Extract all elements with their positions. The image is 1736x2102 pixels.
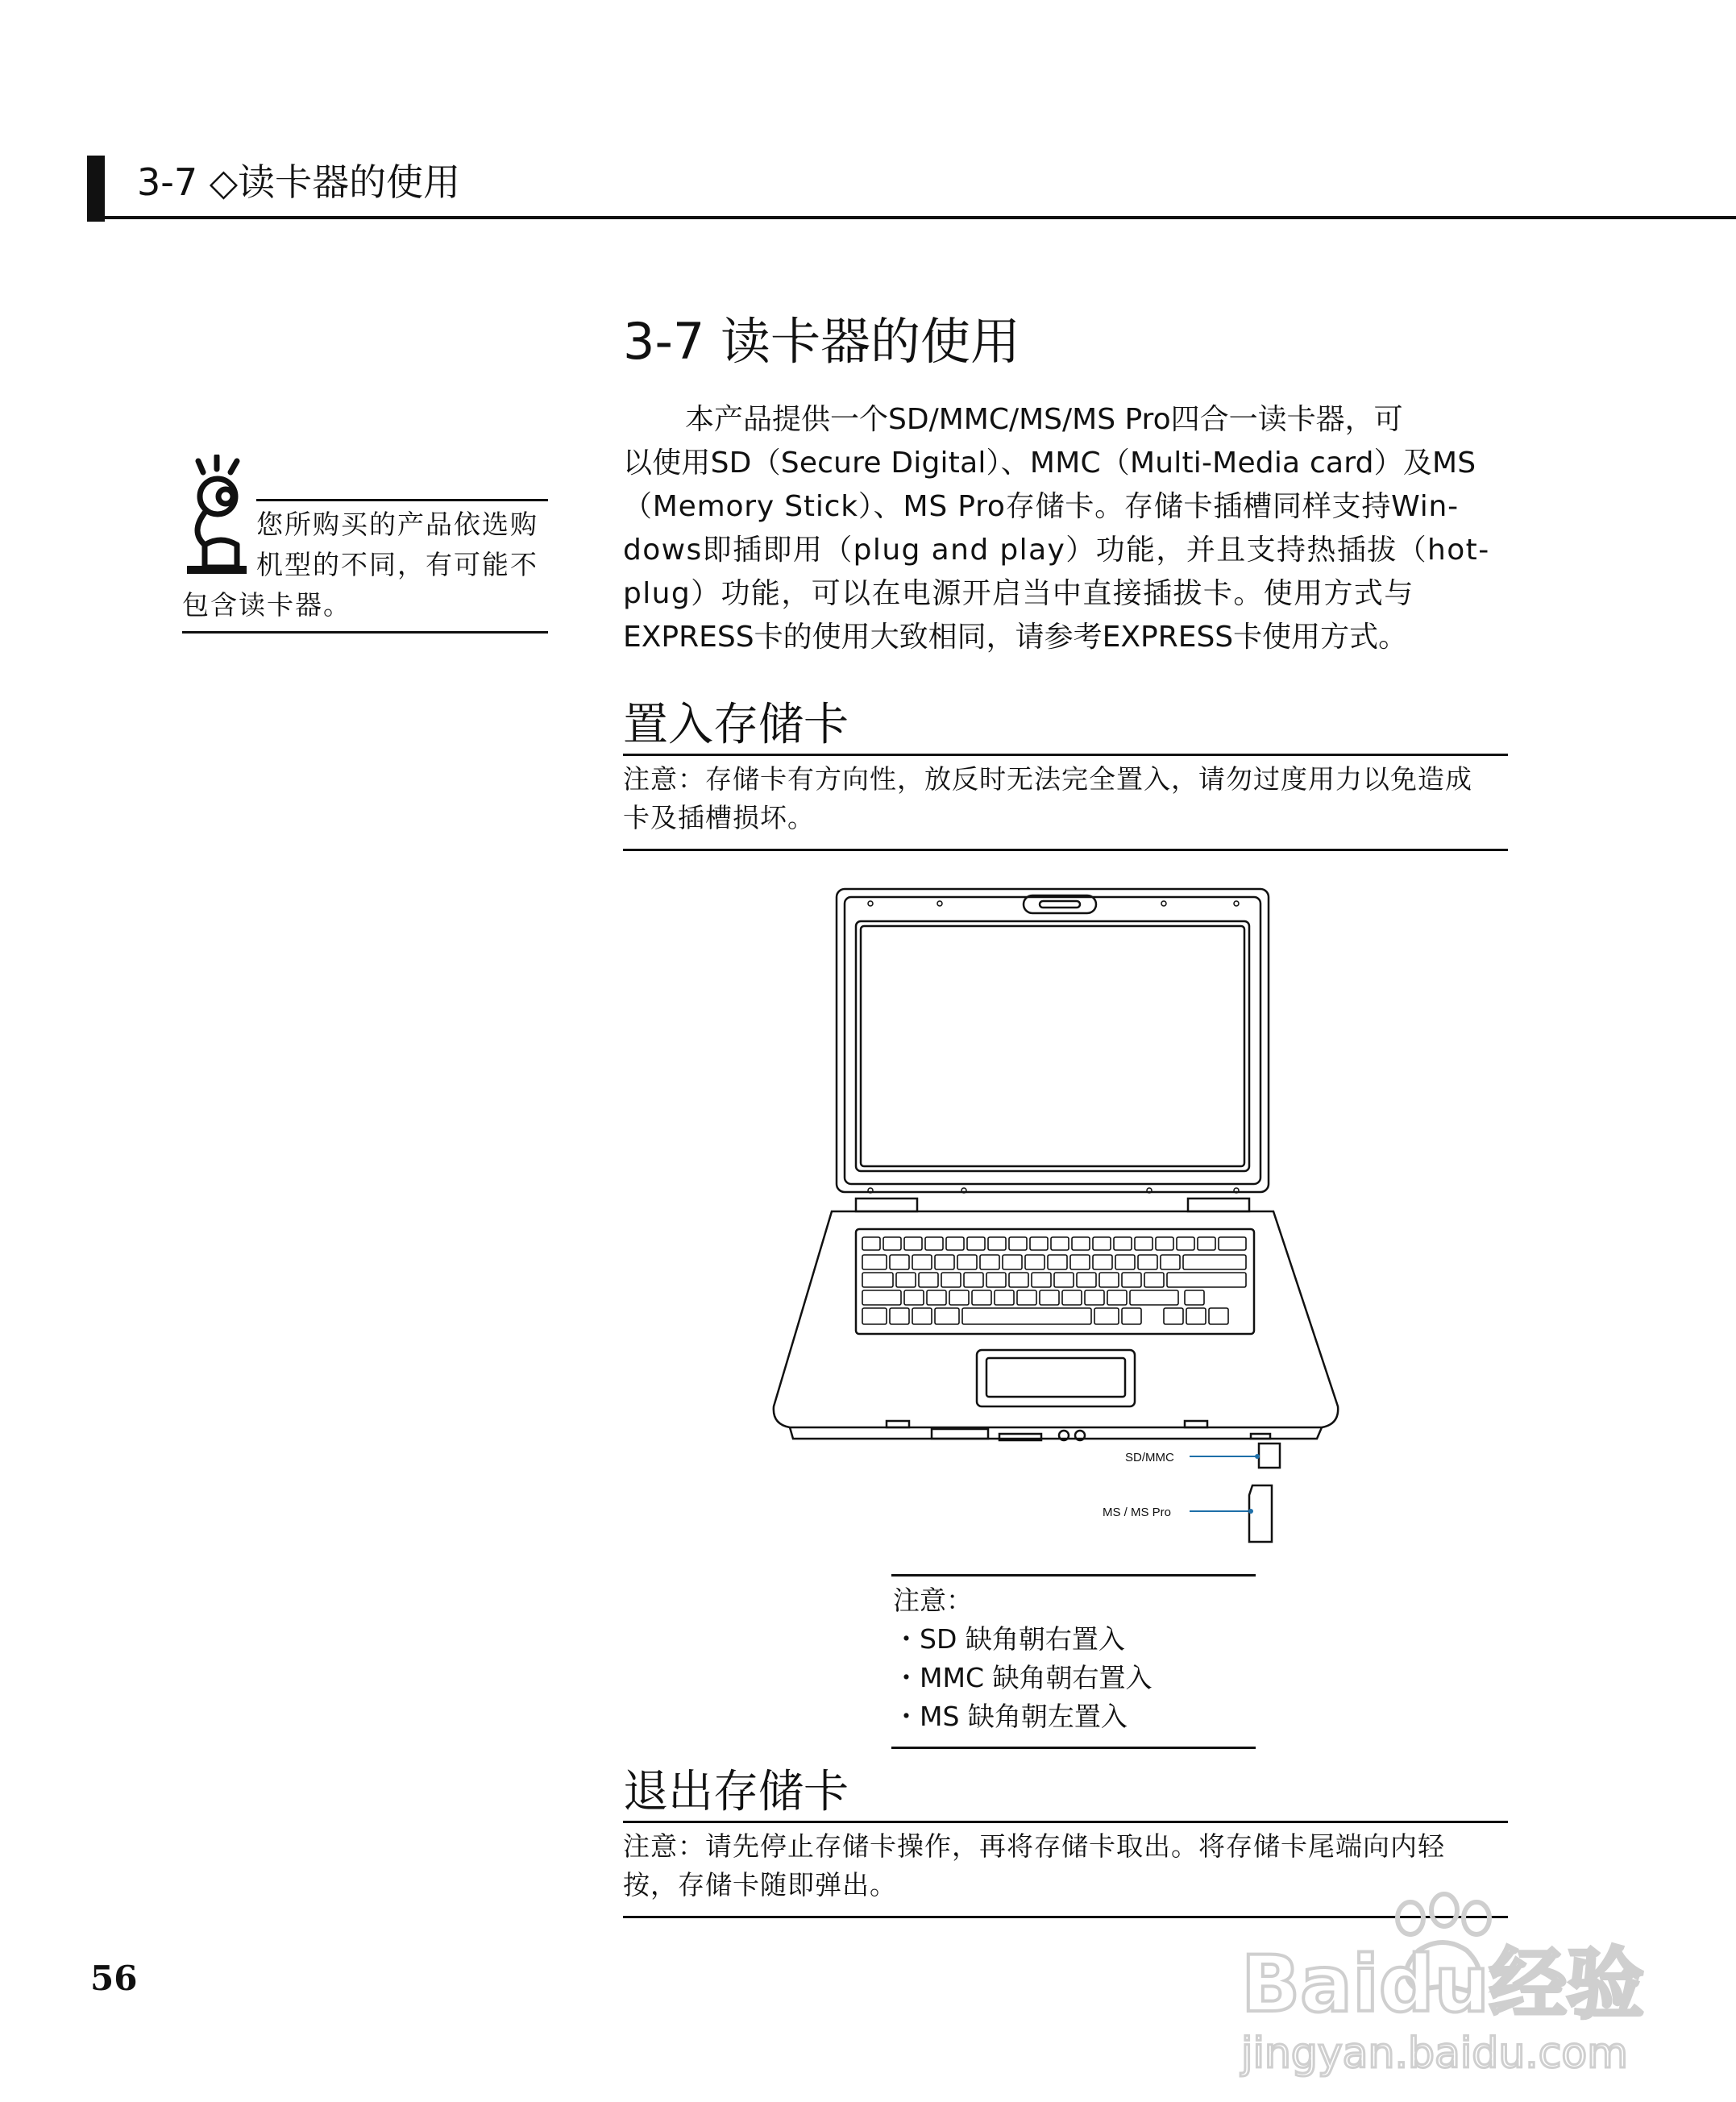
laptop-screen [856,921,1249,1171]
tip-rule-top [256,499,548,501]
insert-note-line: 卡及插槽损坏。 [623,802,815,833]
header-rule [87,216,1736,219]
watermark-url: jingyan.baidu.com [1241,2029,1628,2078]
watermark-brand: Baidu经验 [1241,1939,1644,2029]
eject-note-line: 注意：请先停止存储卡操作，再将存储卡取出。将存储卡尾端向内轻 [623,1830,1445,1862]
ms-label: MS / MS Pro [1103,1506,1172,1519]
eject-heading-rule [623,1821,1508,1823]
intro-line: dows即插即用（plug and play）功能，并且支持热插拔（hot- [623,534,1490,567]
sd-card-icon [1259,1444,1280,1468]
running-header: 3-7 ◇读卡器的使用 [137,160,461,204]
intro-line: （Memory Stick）、MS Pro存储卡。存储卡插槽同样支持Win- [623,490,1459,523]
notes-box-item: ・MMC 缺角朝右置入 [893,1662,1152,1693]
laptop-card-reader-figure [758,883,1386,1543]
header-bar [87,156,105,222]
intro-line: EXPRESS卡的使用大致相同，请参考EXPRESS卡使用方式。 [623,621,1408,654]
section-title: 3-7 读卡器的使用 [623,312,1020,371]
notes-box-heading: 注意： [893,1585,973,1616]
eject-note-line: 按，存储卡随即弹出。 [623,1869,897,1901]
sd-mmc-label: SD/MMC [1125,1451,1174,1464]
webcam [1024,895,1096,913]
insert-heading-rule [623,754,1508,756]
page-number: 56 [90,1959,138,1998]
ms-card-icon [1249,1485,1272,1542]
tip-text-line: 您所购买的产品依选购 [256,509,538,540]
intro-line: 本产品提供一个SD/MMC/MS/MS Pro四合一读卡器，可 [685,403,1403,436]
tip-rule-bottom [182,631,548,634]
intro-line: 以使用SD（Secure Digital）、MMC（Multi-Media card）及MS [623,447,1476,480]
notes-box-item: ・SD 缺角朝右置入 [893,1623,1125,1655]
notes-box-rule-top [891,1574,1256,1576]
notes-box-item: ・MS 缺角朝左置入 [893,1701,1128,1732]
notes-box-rule-bottom [891,1747,1256,1749]
tip-lightbulb-icon [181,455,253,580]
insert-note-rule [623,849,1508,851]
intro-line: plug）功能，可以在电源开启当中直接插拔卡。使用方式与 [623,577,1414,610]
tip-text-line: 包含读卡器。 [182,589,351,621]
insert-note-line: 注意：存储卡有方向性，放反时无法完全置入，请勿过度用力以免造成 [623,763,1472,795]
laptop-lid [837,889,1269,1192]
eject-card-heading: 退出存储卡 [623,1766,849,1818]
baidu-watermark-logo [1225,1886,1644,2079]
insert-card-heading: 置入存储卡 [623,699,849,751]
card-reader-slot [932,1429,988,1439]
tip-text-line: 机型的不同，有可能不 [256,549,538,580]
